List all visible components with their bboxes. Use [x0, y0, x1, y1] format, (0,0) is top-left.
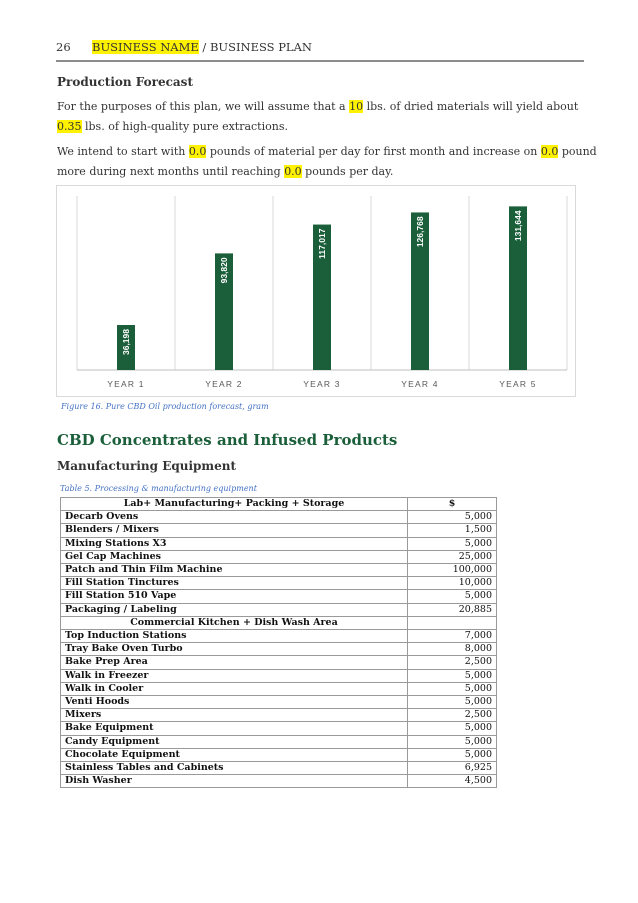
table-row	[61, 643, 497, 656]
equipment-item: Venti Hoods	[61, 696, 408, 709]
text: lbs. of high-quality pure extractions.	[81, 120, 288, 133]
equipment-item: Candy Equipment	[61, 735, 408, 748]
equipment-table	[60, 497, 497, 788]
table-row	[61, 722, 497, 735]
highlight-value: 0.35	[57, 120, 82, 133]
header-title	[92, 40, 312, 54]
equipment-item: Chocolate Equipment	[61, 748, 408, 761]
table-row	[61, 511, 497, 524]
equipment-item: Dish Washer	[61, 775, 408, 788]
business-name: BUSINESS NAME	[92, 40, 199, 54]
table-caption: Table 5. Processing & manufacturing equipment	[60, 484, 257, 493]
highlight-value: 0.0	[540, 145, 559, 158]
table-row	[61, 603, 497, 616]
highlight-value: 10	[349, 100, 364, 113]
table-header-unit: $	[408, 498, 497, 511]
table-row	[61, 590, 497, 603]
equipment-item: Blenders / Mixers	[61, 524, 408, 537]
equipment-cost: 5,000	[408, 722, 497, 735]
category-label: YEAR 5	[499, 379, 537, 389]
equipment-cost: 6,925	[408, 762, 497, 775]
equipment-item: Fill Station Tinctures	[61, 577, 408, 590]
bar-value-label: 117,017	[317, 228, 327, 259]
table-row	[61, 630, 497, 643]
text: pound more during next months until reaching	[57, 145, 597, 178]
equipment-cost: 5,000	[408, 511, 497, 524]
table-row	[61, 577, 497, 590]
category-label: YEAR 3	[303, 379, 341, 389]
equipment-cost: 7,000	[408, 630, 497, 643]
table-row	[61, 656, 497, 669]
equipment-cost: 100,000	[408, 564, 497, 577]
equipment-item: Packaging / Labeling	[61, 603, 408, 616]
table-row	[61, 748, 497, 761]
production-paragraph-2	[57, 142, 597, 182]
header-title-rest: / BUSINESS PLAN	[198, 40, 312, 54]
equipment-cost: 2,500	[408, 709, 497, 722]
bar-value-label: 36,198	[121, 329, 131, 356]
equipment-cost: 5,000	[408, 748, 497, 761]
table-row	[61, 775, 497, 788]
equipment-item: Gel Cap Machines	[61, 550, 408, 563]
equipment-item: Mixers	[61, 709, 408, 722]
category-label: YEAR 4	[401, 379, 439, 389]
table-row	[61, 524, 497, 537]
table-row	[61, 669, 497, 682]
equipment-item: Top Induction Stations	[61, 630, 408, 643]
highlight-value: 0.0	[188, 145, 207, 158]
chart-svg	[57, 186, 577, 398]
equipment-cost: 5,000	[408, 590, 497, 603]
production-forecast-heading: Production Forecast	[57, 75, 193, 89]
equipment-cost: 1,500	[408, 524, 497, 537]
table-row	[61, 735, 497, 748]
table-row	[61, 682, 497, 695]
figure-caption: Figure 16. Pure CBD Oil production forecast, gram	[61, 402, 269, 411]
section-heading: CBD Concentrates and Infused Products	[57, 431, 398, 449]
equipment-cost: 10,000	[408, 577, 497, 590]
category-label: YEAR 1	[107, 379, 145, 389]
equipment-cost: 25,000	[408, 550, 497, 563]
equipment-item: Bake Prep Area	[61, 656, 408, 669]
table-subheader-row	[61, 616, 497, 629]
bar-value-label: 93,820	[219, 257, 229, 284]
equipment-cost: 8,000	[408, 643, 497, 656]
bar-value-label: 131,644	[513, 210, 523, 242]
equipment-item: Patch and Thin Film Machine	[61, 564, 408, 577]
table-row	[61, 696, 497, 709]
text: We intend to start with	[57, 145, 189, 158]
equipment-item: Tray Bake Oven Turbo	[61, 643, 408, 656]
equipment-item: Walk in Cooler	[61, 682, 408, 695]
equipment-cost: 2,500	[408, 656, 497, 669]
equipment-item: Mixing Stations X3	[61, 537, 408, 550]
text: pounds of material per day for first month and increase on	[206, 145, 541, 158]
table-row	[61, 537, 497, 550]
equipment-cost: 20,885	[408, 603, 497, 616]
equipment-table-body	[61, 498, 497, 788]
table-row	[61, 762, 497, 775]
production-forecast-chart	[56, 185, 576, 397]
bar-value-label: 126,768	[415, 216, 425, 248]
table-row	[61, 564, 497, 577]
table-header-row	[61, 498, 497, 511]
equipment-cost: 4,500	[408, 775, 497, 788]
equipment-cost: 5,000	[408, 537, 497, 550]
table-row	[61, 550, 497, 563]
text: pounds per day.	[301, 165, 394, 178]
page-number: 26	[56, 40, 71, 54]
equipment-cost: 5,000	[408, 669, 497, 682]
equipment-item: Bake Equipment	[61, 722, 408, 735]
category-label: YEAR 2	[205, 379, 243, 389]
text: For the purposes of this plan, we will assume that a	[57, 100, 350, 113]
production-paragraph-1	[57, 97, 597, 137]
table-row	[61, 709, 497, 722]
equipment-item: Stainless Tables and Cabinets	[61, 762, 408, 775]
page-header	[56, 38, 584, 62]
table-subheader-blank	[408, 616, 497, 629]
manufacturing-equipment-heading: Manufacturing Equipment	[57, 459, 237, 473]
equipment-item: Fill Station 510 Vape	[61, 590, 408, 603]
equipment-cost: 5,000	[408, 682, 497, 695]
text: lbs. of dried materials will yield about	[363, 100, 579, 113]
equipment-cost: 5,000	[408, 735, 497, 748]
equipment-item: Decarb Ovens	[61, 511, 408, 524]
highlight-value: 0.0	[284, 165, 302, 178]
table-subheader-label: Commercial Kitchen + Dish Wash Area	[61, 616, 408, 629]
equipment-cost: 5,000	[408, 696, 497, 709]
equipment-item: Walk in Freezer	[61, 669, 408, 682]
table-header-label: Lab+ Manufacturing+ Packing + Storage	[61, 498, 408, 511]
